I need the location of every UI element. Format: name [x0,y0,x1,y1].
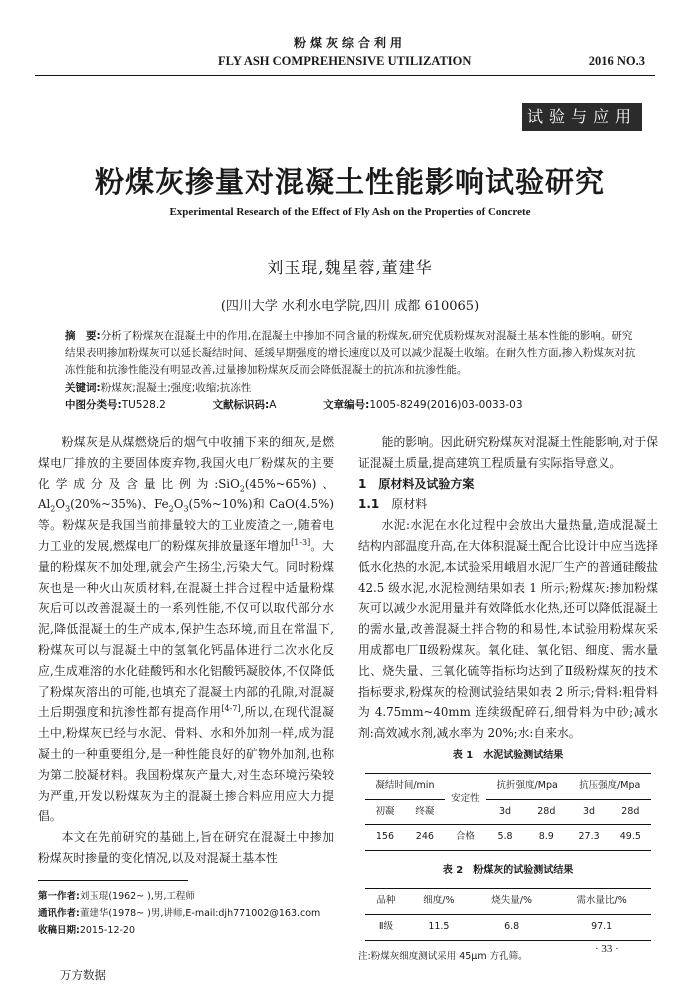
table-cell: Ⅱ级 [365,914,407,940]
table-header: 安定性 [445,773,486,825]
footnote-first-author: 第一作者:刘玉琨(1962~ ),男,工程师 [38,891,195,902]
left-paragraph-2: 本文在先前研究的基础上,旨在研究在混凝土中掺加粉煤灰时掺量的变化情况,以及对混凝土基本性 [38,830,334,865]
footnotes [38,888,338,939]
article-title-cn: 粉煤灰掺量对混凝土性能影响试验研究 [94,165,605,199]
table-2 [365,888,651,941]
section-heading-1-1: 1.1 原材料 [358,497,428,512]
table-header: 烧失量/% [471,888,552,914]
clc: TU528.2 [121,399,166,411]
table-cell: 49.5 [610,825,651,851]
footnote-corresponding-author: 通讯作者:董建华(1978~ )男,讲师,E-mail:djh771002@163.com [38,908,321,919]
citation: [4-7] [221,704,241,714]
footnote-rule [38,880,188,881]
abstract-label: 摘 要: [65,330,101,342]
affiliation: (四川大学 水利水电学院,四川 成都 610065) [220,299,480,314]
table-header: 抗折强度/Mpa [486,773,569,799]
table-1-caption: 表 1 水泥试验测试结果 [452,749,564,761]
keywords-label: 关键词: [65,382,101,394]
table-header: 细度/% [407,888,471,914]
table-cell: 246 [405,825,445,851]
doc-code-label: 文献标识码: [212,399,270,411]
table-cell: 合格 [445,825,486,851]
table-header: 初凝 [375,805,395,817]
footnote-received-date: 收稿日期:2015-12-20 [38,925,136,936]
journal-title-cn: 粉煤灰综合利用 [293,36,406,50]
table-1 [365,773,651,851]
article-no: 1005-8249(2016)03-0033-03 [369,399,523,411]
table-header: 需水量比/% [552,888,651,914]
keywords: 粉煤灰;混凝土;强度;收缩;抗冻性 [100,382,252,394]
table-2-caption: 表 2 粉煤灰的试验测试结果 [442,865,574,877]
abstract-block [65,328,637,414]
table-cell: 97.1 [552,914,651,940]
section-heading-1: 1 原材料及试验方案 [358,476,475,491]
table-header: 凝结时间/min [365,773,445,799]
keywords-line [65,380,637,397]
table-2-note: 注:粉煤灰细度测试采用 45μm 方孔筛。 [358,950,528,962]
table-cell: 5.8 [486,825,524,851]
table-cell: 6.8 [471,914,552,940]
table-cell: 11.5 [407,914,471,940]
table-header: 3d [499,805,512,817]
left-column [38,432,334,869]
table-header: 28d [537,805,556,817]
table-header: 28d [621,805,640,817]
section-tag: 试验与应用 [522,103,642,131]
right-column [358,432,658,967]
classification-line [65,397,637,414]
clc-label: 中图分类号: [65,399,122,411]
issue-number: 2016 NO.3 [588,54,645,68]
right-paragraph-1: 能的影响。因此研究粉煤灰对混凝土性能影响,对于保证混凝土质量,提高建筑工程质量有实际指导意义。 [358,435,658,470]
table-header: 品种 [365,888,407,914]
watermark: 万方数据 [60,968,106,982]
right-paragraph-2: 水泥:水泥在水化过程中会放出大量热量,造成混凝土结构内部温度升高,在大体积混凝土配合比设计中应当选择低水化热的水泥,本试验采用峨眉水泥厂生产的普通硅酸盐 42.5 级水泥,水泥检测结果如表 1 所示;粉煤灰:掺加粉煤灰可以减少水泥用量并有效降低水化热,还可以降低混凝土的需水量,改善混凝土拌合物的和易性,本试验用粉煤灰采用成都电厂Ⅱ级粉煤灰。氧化硅、氧化铝、细度、需水量比、烧失量、三氧化硫等指标均达到了Ⅱ级粉煤灰的技术指标要求,粉煤灰的检测试验结果如表 2 所示;骨料:粗骨料为 4.75mm~40mm 连续级配碎石,细骨料为中砂;减水剂:高效减水剂,减水率为 20%;水:自来水。 [358,518,658,741]
page-number: · 33 · [595,943,619,955]
table-cell: 27.3 [568,825,609,851]
journal-title-en: FLY ASH COMPREHENSIVE UTILIZATION [218,54,472,68]
article-title-en: Experimental Research of the Effect of Fly Ash on the Properties of Concrete [169,206,531,218]
table-row [365,825,651,851]
table-cell: 156 [365,825,405,851]
authors: 刘玉琨,魏星蓉,董建华 [267,258,433,277]
table-header: 终凝 [415,805,435,817]
header-rule [35,75,655,76]
doc-code: A [269,399,277,411]
abstract [65,328,637,379]
table-header: 3d [583,805,596,817]
table-row [365,914,651,940]
table-cell: 8.9 [524,825,568,851]
left-paragraph-1: 粉煤灰是从煤燃烧后的烟气中收捕下来的细灰,是燃煤电厂排放的主要固体废弃物,我国火电厂粉煤灰的主要化学成分及含量比例为:SiO$_2$(45%~65%)、$Al_2O_3(20\%\sim 35\%)$、$Fe_2O_3(5\%\sim 10\%)$和 CaO(4.5%)等。粉煤灰是我国当前排量较大的工业废渣之一,随着电力工业的发展,燃煤电厂的粉煤灰排放量逐年增加[1-3]。大量的粉煤灰不加处理,就会产生扬尘,污染大气。同时粉煤灰也是一种火山灰质材料,在混凝土拌合过程中适量粉煤灰后可以改善混凝土的一系列性能,不仅可以取代部分水泥,降低混凝土的生产成本,保护生态环境,而且在常温下,粉煤灰可以与混凝土中的氢氧化钙晶体进行二次水化反应,生成难溶的水化硅酸钙和水化铝酸钙凝胶体,不仅降低了粉煤灰溶出的可能,也填充了混凝土内部的孔隙,对混凝土后期强度和抗渗性都有提高作用[4-7],所以,在现代混凝土中,粉煤灰已经与水泥、骨料、水和外加剂一样,成为混凝土的一种重要组分,是一种性能良好的矿物外加剂,也称为第二胶凝材料。我国粉煤灰产量大,对生态环境污染较为严重,开发以粉煤灰为主的混凝土掺合料应用应大力提倡。 [38,435,334,824]
citation: [1-3] [291,538,311,548]
abstract-text: 分析了粉煤灰在混凝土中的作用,在混凝土中掺加不同含量的粉煤灰,研究优质粉煤灰对混凝土基本性能的影响。研究结果表明掺加粉煤灰可以延长凝结时间、延缓早期强度的增长速度以及可以减少混凝土收缩。在耐久性方面,掺入粉煤灰对抗冻性能和抗渗性能没有明显改善,过量掺加粉煤灰反而会降低混凝土的抗冻和抗渗性能。 [65,330,636,376]
table-header: 抗压强度/Mpa [568,773,651,799]
article-no-label: 文章编号: [323,399,370,411]
